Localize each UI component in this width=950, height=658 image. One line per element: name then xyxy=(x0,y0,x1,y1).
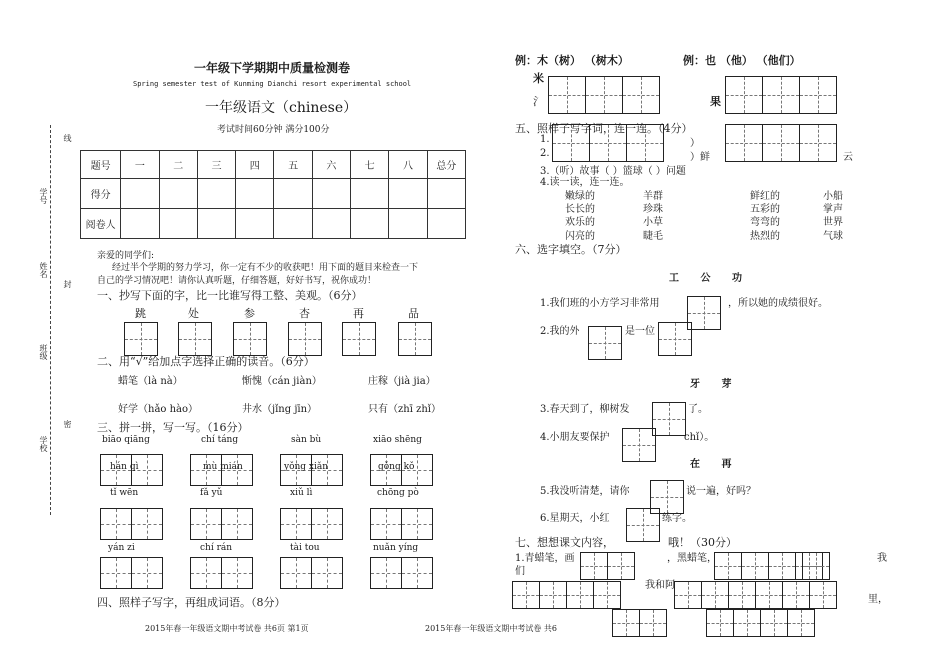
score-cell[interactable] xyxy=(159,209,197,239)
score-cell[interactable] xyxy=(427,209,465,239)
writing-box-pair[interactable] xyxy=(370,557,433,589)
binding-label-mi: 密 xyxy=(63,420,72,428)
q7-line-1b: ，黑蜡笔， xyxy=(667,553,717,564)
q7-box-group[interactable] xyxy=(674,581,837,609)
connect-right-b[interactable]: 小船 xyxy=(823,191,843,202)
score-table-row xyxy=(81,179,466,209)
score-cell[interactable] xyxy=(312,179,350,209)
writing-box[interactable] xyxy=(190,508,222,540)
q3-pinyin: chí rán xyxy=(200,543,233,553)
score-table xyxy=(80,150,466,239)
writing-box[interactable] xyxy=(725,76,763,114)
writing-box[interactable] xyxy=(701,581,729,609)
q5-item: 2. xyxy=(540,148,550,159)
writing-box[interactable] xyxy=(622,76,660,114)
binding-label-feng: 封 xyxy=(63,280,72,288)
score-header: 六 xyxy=(312,151,350,179)
writing-box[interactable] xyxy=(370,557,402,589)
score-cell[interactable] xyxy=(351,209,389,239)
connect-right-b[interactable]: 世界 xyxy=(823,217,843,228)
score-header: 总分 xyxy=(427,151,465,179)
q3-pinyin: tǐ wēn xyxy=(110,488,139,498)
q7-box-group[interactable] xyxy=(612,609,667,637)
q2-item[interactable]: 井水（jǐng jīn） xyxy=(242,404,318,415)
writing-box[interactable] xyxy=(539,581,567,609)
writing-box[interactable] xyxy=(401,557,433,589)
binding-label-xuexiao: 学校 xyxy=(39,436,48,452)
score-header: 五 xyxy=(274,151,312,179)
writing-box[interactable] xyxy=(311,508,343,540)
right-footer: 2015年春一年级语文期中考试卷 共6 xyxy=(425,624,557,633)
greeting: 亲爱的同学们: xyxy=(97,251,155,261)
writing-box[interactable] xyxy=(512,581,540,609)
q3-pinyin: mù mián xyxy=(203,462,243,472)
writing-box[interactable] xyxy=(178,322,212,356)
writing-box[interactable] xyxy=(100,508,132,540)
q5-box-group[interactable] xyxy=(725,124,837,162)
score-header: 一 xyxy=(121,151,159,179)
score-cell[interactable] xyxy=(159,179,197,209)
writing-box[interactable] xyxy=(787,609,815,637)
writing-box[interactable] xyxy=(809,581,837,609)
exam-title: 一年级下学期期中质量检测卷 xyxy=(194,61,351,75)
score-cell[interactable] xyxy=(236,209,274,239)
connect-right-a[interactable]: 弯弯的 xyxy=(750,217,780,228)
score-header: 二 xyxy=(159,151,197,179)
q7-line-1a: 1.青蜡笔，画 xyxy=(515,553,575,564)
writing-box[interactable] xyxy=(221,508,253,540)
writing-box[interactable] xyxy=(593,581,621,609)
q5-item: 1. xyxy=(540,134,550,145)
writing-box[interactable] xyxy=(706,609,734,637)
q6-group-1: 工 公 功 xyxy=(669,273,742,284)
q1-title: 一、抄写下面的字，比一比谁写得工整、美观。（6分） xyxy=(97,289,363,302)
q3-pinyin: yán zi xyxy=(108,543,135,553)
q3-pinyin: chí táng xyxy=(201,435,239,445)
score-cell[interactable] xyxy=(427,179,465,209)
score-cell[interactable] xyxy=(351,179,389,209)
q7-title-end: 哦！（30分） xyxy=(668,536,737,549)
writing-box[interactable] xyxy=(124,322,158,356)
writing-box[interactable] xyxy=(755,581,783,609)
writing-box-pair[interactable] xyxy=(280,557,343,589)
writing-box[interactable] xyxy=(288,322,322,356)
connect-left-b[interactable]: 羊群 xyxy=(643,191,663,202)
q6-title: 六、选字填空。（7分） xyxy=(515,243,627,256)
q6-sentence-5a: 5.我没听清楚，请你 xyxy=(540,486,630,497)
q6-sentence-3a: 3.春天到了，柳树发 xyxy=(540,404,630,415)
q7-line-2: 们 xyxy=(515,566,525,577)
q3-pinyin: sàn bù xyxy=(291,435,322,445)
writing-box[interactable] xyxy=(280,557,312,589)
connect-left-b[interactable]: 睫毛 xyxy=(643,231,663,242)
q7-line-4: 里， xyxy=(868,594,888,605)
q6-sentence-3b: 了。 xyxy=(688,404,708,415)
q5-box-group[interactable] xyxy=(552,124,664,162)
fill-box[interactable] xyxy=(652,402,686,436)
fill-box[interactable] xyxy=(626,508,660,542)
q6-group-2: 牙 芽 xyxy=(690,379,732,390)
writing-box[interactable] xyxy=(725,124,763,162)
radical-char: 米 xyxy=(533,72,544,85)
writing-box-pair[interactable] xyxy=(190,508,253,540)
writing-box-pair[interactable] xyxy=(190,557,253,589)
q7-box-group[interactable] xyxy=(580,552,635,580)
writing-box[interactable] xyxy=(552,124,590,162)
connect-right-a[interactable]: 五彩的 xyxy=(750,204,780,215)
q6-group-3: 在 再 xyxy=(690,459,732,470)
exam-info: 考试时间60分钟 满分100分 xyxy=(217,125,330,135)
score-header: 四 xyxy=(236,151,274,179)
fill-box[interactable] xyxy=(588,326,622,360)
q3-pinyin: chōng pò xyxy=(377,488,419,498)
q1-char: 品 xyxy=(408,307,419,320)
q2-item[interactable]: 只有（zhī zhǐ） xyxy=(368,404,441,415)
writing-box[interactable] xyxy=(607,552,635,580)
writing-box[interactable] xyxy=(674,581,702,609)
example-2: 例：也 （他） （他们） xyxy=(683,54,801,67)
writing-box[interactable] xyxy=(342,322,376,356)
q6-sentence-4a: 4.小朋友要保护 xyxy=(540,432,610,443)
fill-box[interactable] xyxy=(687,296,721,330)
q3-pinyin: nuǎn yíng xyxy=(373,543,419,553)
q4-title: 四、照样子写字，再组成词语。（8分） xyxy=(97,596,286,609)
exam-subtitle-en: Spring semester test of Kunming Dianchi resort experimental school xyxy=(133,80,412,88)
writing-box[interactable] xyxy=(714,552,742,580)
score-header: 题号 xyxy=(81,151,121,179)
score-header: 八 xyxy=(389,151,427,179)
q5-fragment: ）鲜 xyxy=(690,152,710,163)
q3-pinyin: hán qì xyxy=(110,462,139,472)
writing-box[interactable] xyxy=(799,124,837,162)
q3-pinyin: biāo qiāng xyxy=(102,435,150,445)
writing-box[interactable] xyxy=(566,581,594,609)
connect-left-b[interactable]: 珍珠 xyxy=(643,204,663,215)
connect-right-a[interactable]: 鲜红的 xyxy=(750,191,780,202)
score-header: 三 xyxy=(197,151,235,179)
writing-box[interactable] xyxy=(280,508,312,540)
writing-box[interactable] xyxy=(762,124,800,162)
score-cell[interactable] xyxy=(274,209,312,239)
writing-box[interactable] xyxy=(733,609,761,637)
binding-label-xingming: 姓名 xyxy=(39,262,48,278)
radical-char: 果 xyxy=(710,95,721,108)
q3-pinyin: fǎ yǔ xyxy=(200,488,223,498)
left-footer: 2015年春一年级语文期中考试卷 共6页 第1页 xyxy=(145,624,309,633)
q7-box-group[interactable] xyxy=(512,581,621,609)
q3-pinyin: xiāo shēng xyxy=(373,435,422,445)
score-cell[interactable] xyxy=(197,179,235,209)
writing-box-pair[interactable] xyxy=(100,557,163,589)
connect-right-a[interactable]: 热烈的 xyxy=(750,231,780,242)
q6-sentence-6b: 练字。 xyxy=(662,513,692,524)
connect-left-a[interactable]: 欢乐的 xyxy=(565,217,595,228)
connect-left-a[interactable]: 闪亮的 xyxy=(565,231,595,242)
writing-box[interactable] xyxy=(233,322,267,356)
writing-box[interactable] xyxy=(741,552,769,580)
writing-box-pair[interactable] xyxy=(370,508,433,540)
q2-item[interactable]: 好学（hǎo hào） xyxy=(118,404,199,415)
writing-box[interactable] xyxy=(580,552,608,580)
writing-box[interactable] xyxy=(190,557,222,589)
example-box-group[interactable] xyxy=(548,76,660,114)
score-cell[interactable] xyxy=(389,179,427,209)
writing-box[interactable] xyxy=(626,124,664,162)
writing-box[interactable] xyxy=(311,557,343,589)
score-cell[interactable] xyxy=(197,209,235,239)
q6-sentence-6a: 6.星期天，小红 xyxy=(540,513,610,524)
radical-char: 氵 xyxy=(533,95,544,108)
q1-char: 处 xyxy=(188,307,199,320)
q7-box-group[interactable] xyxy=(706,609,815,637)
writing-box[interactable] xyxy=(799,76,837,114)
score-cell[interactable] xyxy=(312,209,350,239)
writing-box[interactable] xyxy=(100,557,132,589)
q3-pinyin: xiǔ lì xyxy=(290,488,313,498)
intro-line-2: 自己的学习情况吧！请你认真听题，仔细答题，好好书写，祝你成功！ xyxy=(97,276,377,286)
writing-box[interactable] xyxy=(131,508,163,540)
example-box-group[interactable] xyxy=(725,76,837,114)
writing-box[interactable] xyxy=(548,76,586,114)
connect-left-a[interactable]: 长长的 xyxy=(565,204,595,215)
writing-box[interactable] xyxy=(768,552,796,580)
q1-char: 参 xyxy=(244,307,255,320)
writing-box[interactable] xyxy=(398,322,432,356)
q5-item: 3.（听）故事（ ）篮球（ ）问题 xyxy=(540,166,686,177)
binding-label-banji: 班级 xyxy=(39,344,48,360)
writing-box[interactable] xyxy=(612,609,640,637)
q5-title: 五、照样子写字词，连一连。（4分） xyxy=(515,122,693,135)
exam-subject: 一年级语文（chinese） xyxy=(205,100,358,116)
q6-sentence-1b: ，所以她的成绩很好。 xyxy=(728,298,828,309)
q6-sentence-2a: 2.我的外 xyxy=(540,326,580,337)
score-header: 七 xyxy=(351,151,389,179)
q2-item[interactable]: 庄稼（jià jia） xyxy=(368,376,436,387)
q6-sentence-4b: chǐ）。 xyxy=(684,432,715,443)
q7-title: 七、想想课文内容， xyxy=(515,536,614,549)
score-cell[interactable] xyxy=(121,179,159,209)
q5-fragment: 云 xyxy=(843,152,853,163)
connect-right-b[interactable]: 掌声 xyxy=(823,204,843,215)
writing-box[interactable] xyxy=(401,508,433,540)
connect-left-b[interactable]: 小草 xyxy=(643,217,663,228)
writing-box[interactable] xyxy=(370,508,402,540)
q3-pinyin: tài tou xyxy=(290,543,320,553)
connect-right-b[interactable]: 气球 xyxy=(823,231,843,242)
writing-box[interactable] xyxy=(221,557,253,589)
q5-sub-title: 4.读一读，连一连。 xyxy=(540,177,630,188)
score-row-label: 得分 xyxy=(81,179,121,209)
q1-char: 杏 xyxy=(299,307,310,320)
fill-box[interactable] xyxy=(622,428,656,462)
binding-label-xian: 线 xyxy=(63,134,72,142)
q6-sentence-1a: 1.我们班的小方学习非常用 xyxy=(540,298,660,309)
q2-title: 二、用“√”给加点字选择正确的读音。（6分） xyxy=(97,355,315,368)
writing-box[interactable] xyxy=(802,552,830,580)
intro-line-1: 经过半个学期的努力学习，你一定有不少的收获吧！用下面的题目来检查一下 xyxy=(112,263,419,273)
writing-box[interactable] xyxy=(760,609,788,637)
writing-box[interactable] xyxy=(782,581,810,609)
connect-left-a[interactable]: 嫩绿的 xyxy=(565,191,595,202)
score-cell[interactable] xyxy=(389,209,427,239)
q6-sentence-2b: 是一位 xyxy=(625,326,655,337)
binding-line xyxy=(50,125,51,515)
writing-box[interactable] xyxy=(728,581,756,609)
writing-box[interactable] xyxy=(131,557,163,589)
score-row-label: 阅卷人 xyxy=(81,209,121,239)
fill-box[interactable] xyxy=(658,322,692,356)
writing-box-pair[interactable] xyxy=(280,508,343,540)
writing-box[interactable] xyxy=(762,76,800,114)
writing-box-pair[interactable] xyxy=(100,508,163,540)
q5-fragment: ） xyxy=(690,138,700,149)
score-cell[interactable] xyxy=(236,179,274,209)
score-cell[interactable] xyxy=(274,179,312,209)
q7-line-3: 我和阿 xyxy=(645,580,675,591)
q3-title: 三、拼一拼，写一写。（16分） xyxy=(97,421,249,434)
q7-line-1c: 我 xyxy=(877,553,887,564)
q1-char: 再 xyxy=(353,307,364,320)
q3-pinyin: yǒng xiǎn xyxy=(284,462,329,472)
example-1: 例：木（树） （树木） xyxy=(515,54,629,67)
q2-item[interactable]: 惭愧（cán jiàn） xyxy=(242,376,322,387)
q3-pinyin: gǒng kǒ xyxy=(378,462,415,472)
score-table-row xyxy=(81,209,466,239)
q1-char: 跳 xyxy=(135,307,146,320)
score-table-header-row xyxy=(81,151,466,179)
q6-sentence-5b: 说一遍，好吗？ xyxy=(686,486,756,497)
writing-box[interactable] xyxy=(585,76,623,114)
score-cell[interactable] xyxy=(121,209,159,239)
writing-box[interactable] xyxy=(639,609,667,637)
binding-label-xuehao: 学号 xyxy=(39,188,48,204)
writing-box[interactable] xyxy=(589,124,627,162)
q2-item[interactable]: 蜡笔（là nà） xyxy=(118,376,183,387)
